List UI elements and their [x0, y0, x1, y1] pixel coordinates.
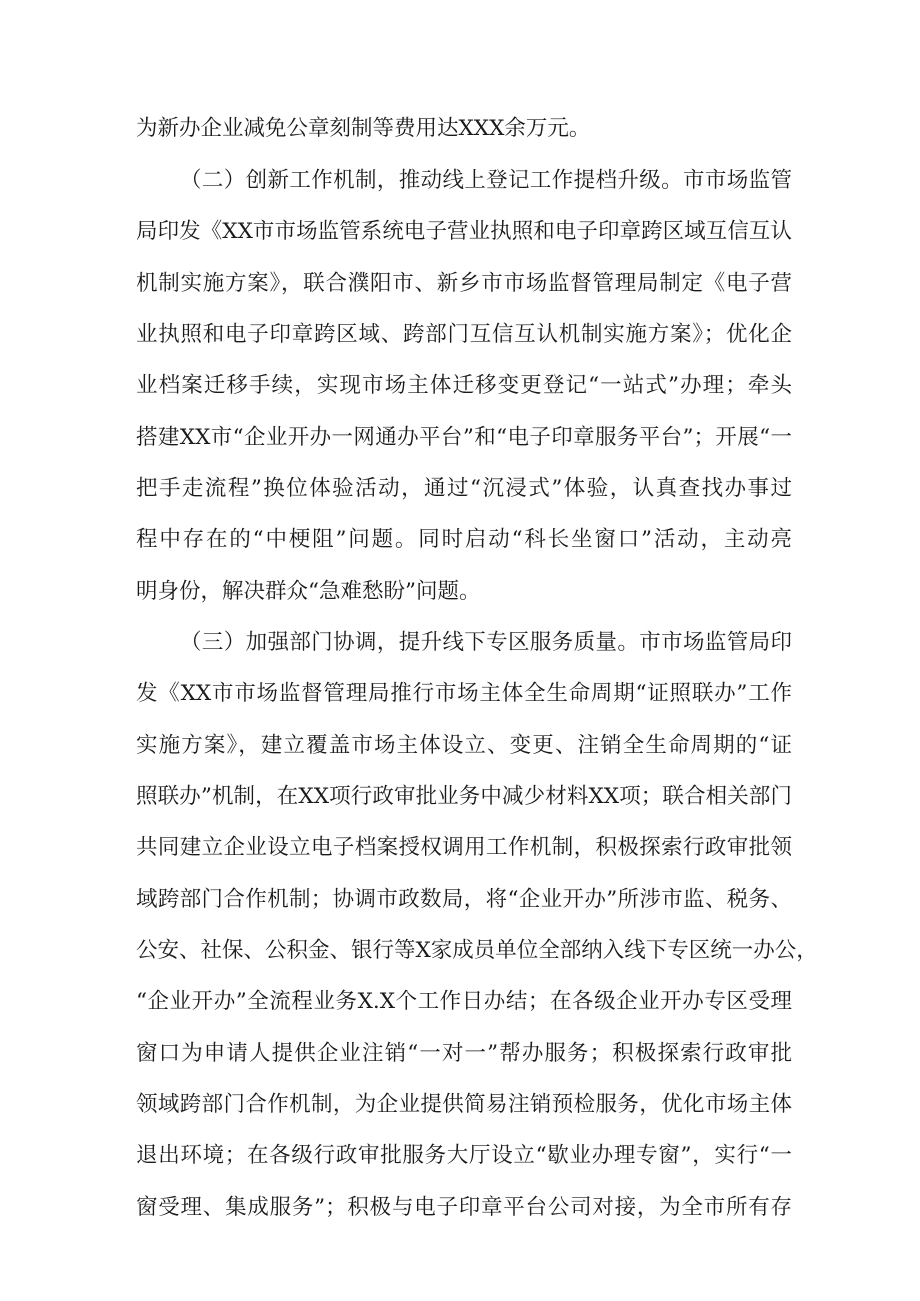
paragraph-line: 搭建XX市“企业开办一网通办平台”和“电子印章服务平台”；开展“一 [136, 425, 792, 450]
paragraph-line: 把手走流程”换位体验活动，通过“沉浸式”体验，认真查找办事过 [136, 476, 792, 501]
section-heading-line: （三）加强部门协调，提升线下专区服务质量。市市场监管局印 [180, 630, 792, 655]
paragraph-line: 机制实施方案》，联合濮阳市、新乡市市场监督管理局制定《电子营 [136, 271, 792, 296]
paragraph-line: 退出环境；在各级行政审批服务大厅设立“歇业办理专窗”，实行“一 [136, 1143, 792, 1168]
section-heading-line: （二）创新工作机制，推动线上登记工作提档升级。市市场监管 [180, 168, 792, 193]
paragraph-line: 明身份，解决群众“急难愁盼”问题。 [136, 579, 481, 604]
paragraph-line: 共同建立企业设立电子档案授权调用工作机制，积极探索行政审批领 [136, 835, 792, 860]
paragraph-line: 域跨部门合作机制；协调市政数局，将“企业开办”所涉市监、税务、 [136, 887, 792, 912]
paragraph-line: 局印发《XX市市场监管系统电子营业执照和电子印章跨区域互信互认 [136, 219, 792, 244]
paragraph-line: 程中存在的“中梗阻”问题。同时启动“科长坐窗口”活动，主动亮 [136, 527, 792, 552]
paragraph-line: 照联办”机制，在XX项行政审批业务中减少材料XX项；联合相关部门 [136, 784, 792, 809]
paragraph-line: 实施方案》，建立覆盖市场主体设立、变更、注销全生命周期的“证 [136, 733, 792, 758]
paragraph-line: “企业开办”全流程业务X.X个工作日办结；在各级企业开办专区受理 [136, 989, 792, 1014]
paragraph-line: 领域跨部门合作机制，为企业提供简易注销预检服务，优化市场主体 [136, 1092, 792, 1117]
paragraph-line: 为新办企业减免公章刻制等费用达XXX余万元。 [136, 116, 591, 141]
paragraph-line: 业档案迁移手续，实现市场主体迁移变更登记“一站式”办理；牵头 [136, 373, 792, 398]
paragraph-line: 业执照和电子印章跨区域、跨部门互信互认机制实施方案》；优化企 [136, 322, 792, 347]
paragraph-line: 公安、社保、公积金、银行等X家成员单位全部纳入线下专区统一办公， [136, 938, 818, 963]
paragraph-line: 窗口为申请人提供企业注销“一对一”帮办服务；积极探索行政审批 [136, 1041, 792, 1066]
paragraph-line: 窗受理、集成服务”；积极与电子印章平台公司对接，为全市所有存 [136, 1195, 792, 1220]
paragraph-line: 发《XX市市场监督管理局推行市场主体全生命周期“证照联办”工作 [136, 681, 792, 706]
